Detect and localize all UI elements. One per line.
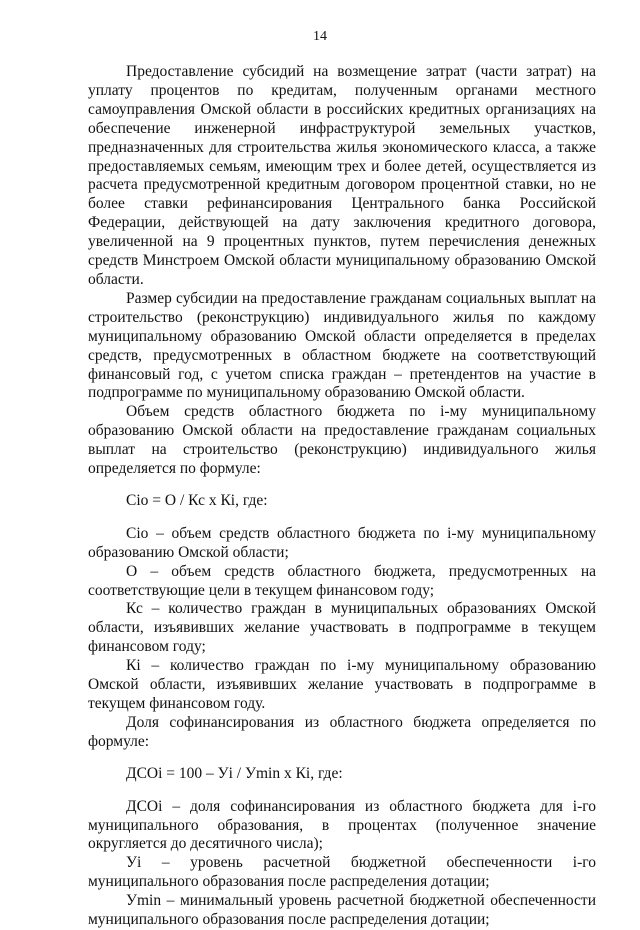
definition-dsoi: ДСОi – доля софинансирования из областного бюджета для i-го муниципального образования, в процентах (полученное значение округляется до десятичного числа); — [88, 797, 596, 853]
formula-dsoi: ДСОi = 100 – Уi / Уmin х Кi, где: — [126, 764, 343, 782]
definition-yi: Уi – уровень расчетной бюджетной обеспеченности i-го муниципального образования после распределения дотации; — [88, 854, 596, 891]
paragraph-funds-volume: Объем средств областного бюджета по i-му муниципальному образованию Омской области на предоставление гражданам социальных выплат на строительство (реконструкцию) индивидуального жилья определяется по формуле: — [88, 403, 596, 478]
definition-ymin: Уmin – минимальный уровень расчетной бюджетной обеспеченности муниципального образования после распределения дотации; — [88, 892, 596, 929]
paragraph-subsidy-size: Размер субсидии на предоставление гражданам социальных выплат на строительство (реконструкцию) индивидуального жилья по каждому муниципальному образованию Омской области определяется в пределах средств, предусмотренных в областном бюджете на соответствующий финансовый год, с учетом списка граждан – претендентов на участие в подпрограмме по муниципальному образованию Омской области. — [88, 289, 596, 402]
paragraph-cofinancing-share: Доля софинансирования из областного бюджета определяется по формуле: — [88, 713, 596, 750]
definition-cio: Сio – объем средств областного бюджета по i-му муниципальному образованию Омской области; — [88, 524, 596, 561]
paragraph-subsidies-interest: Предоставление субсидий на возмещение затрат (части затрат) на уплату процентов по кредитам, полученным органами местного самоуправления Омской области в российских кредитных организациях на обеспечение инженерной инфраструктурой земельных участков, предназначенных для строительства жилья экономического класса, а также предоставляемых семьям, имеющим трех и более детей, осуществляется из расчета предусмотренной кредитным договором процентной ставки, но не более ставки рефинансирования Центрального банка Российской Федерации, действующей на дату заключения кредитного договора, увеличенной на 9 процентных пунктов, путем перечисления денежных средств Минстроем Омской области муниципальному образованию Омской области. — [88, 63, 596, 288]
definition-ki: Кi – количество граждан по i-му муниципальному образованию Омской области, изъявивших желание участвовать в подпрограмме в текущем финансовом году. — [88, 657, 596, 712]
page-number: 14 — [313, 29, 327, 44]
formula-cio: Сio = О / Кс х Кi, где: — [126, 491, 268, 509]
document-body — [88, 63, 596, 930]
definition-o: О – объем средств областного бюджета, предусмотренных на соответствующие цели в текущем финансовом году; — [88, 562, 596, 599]
definition-kc: Кс – количество граждан в муниципальных образованиях Омской области, изъявивших желание участвовать в подпрограмме в текущем финансовом году; — [88, 600, 596, 656]
